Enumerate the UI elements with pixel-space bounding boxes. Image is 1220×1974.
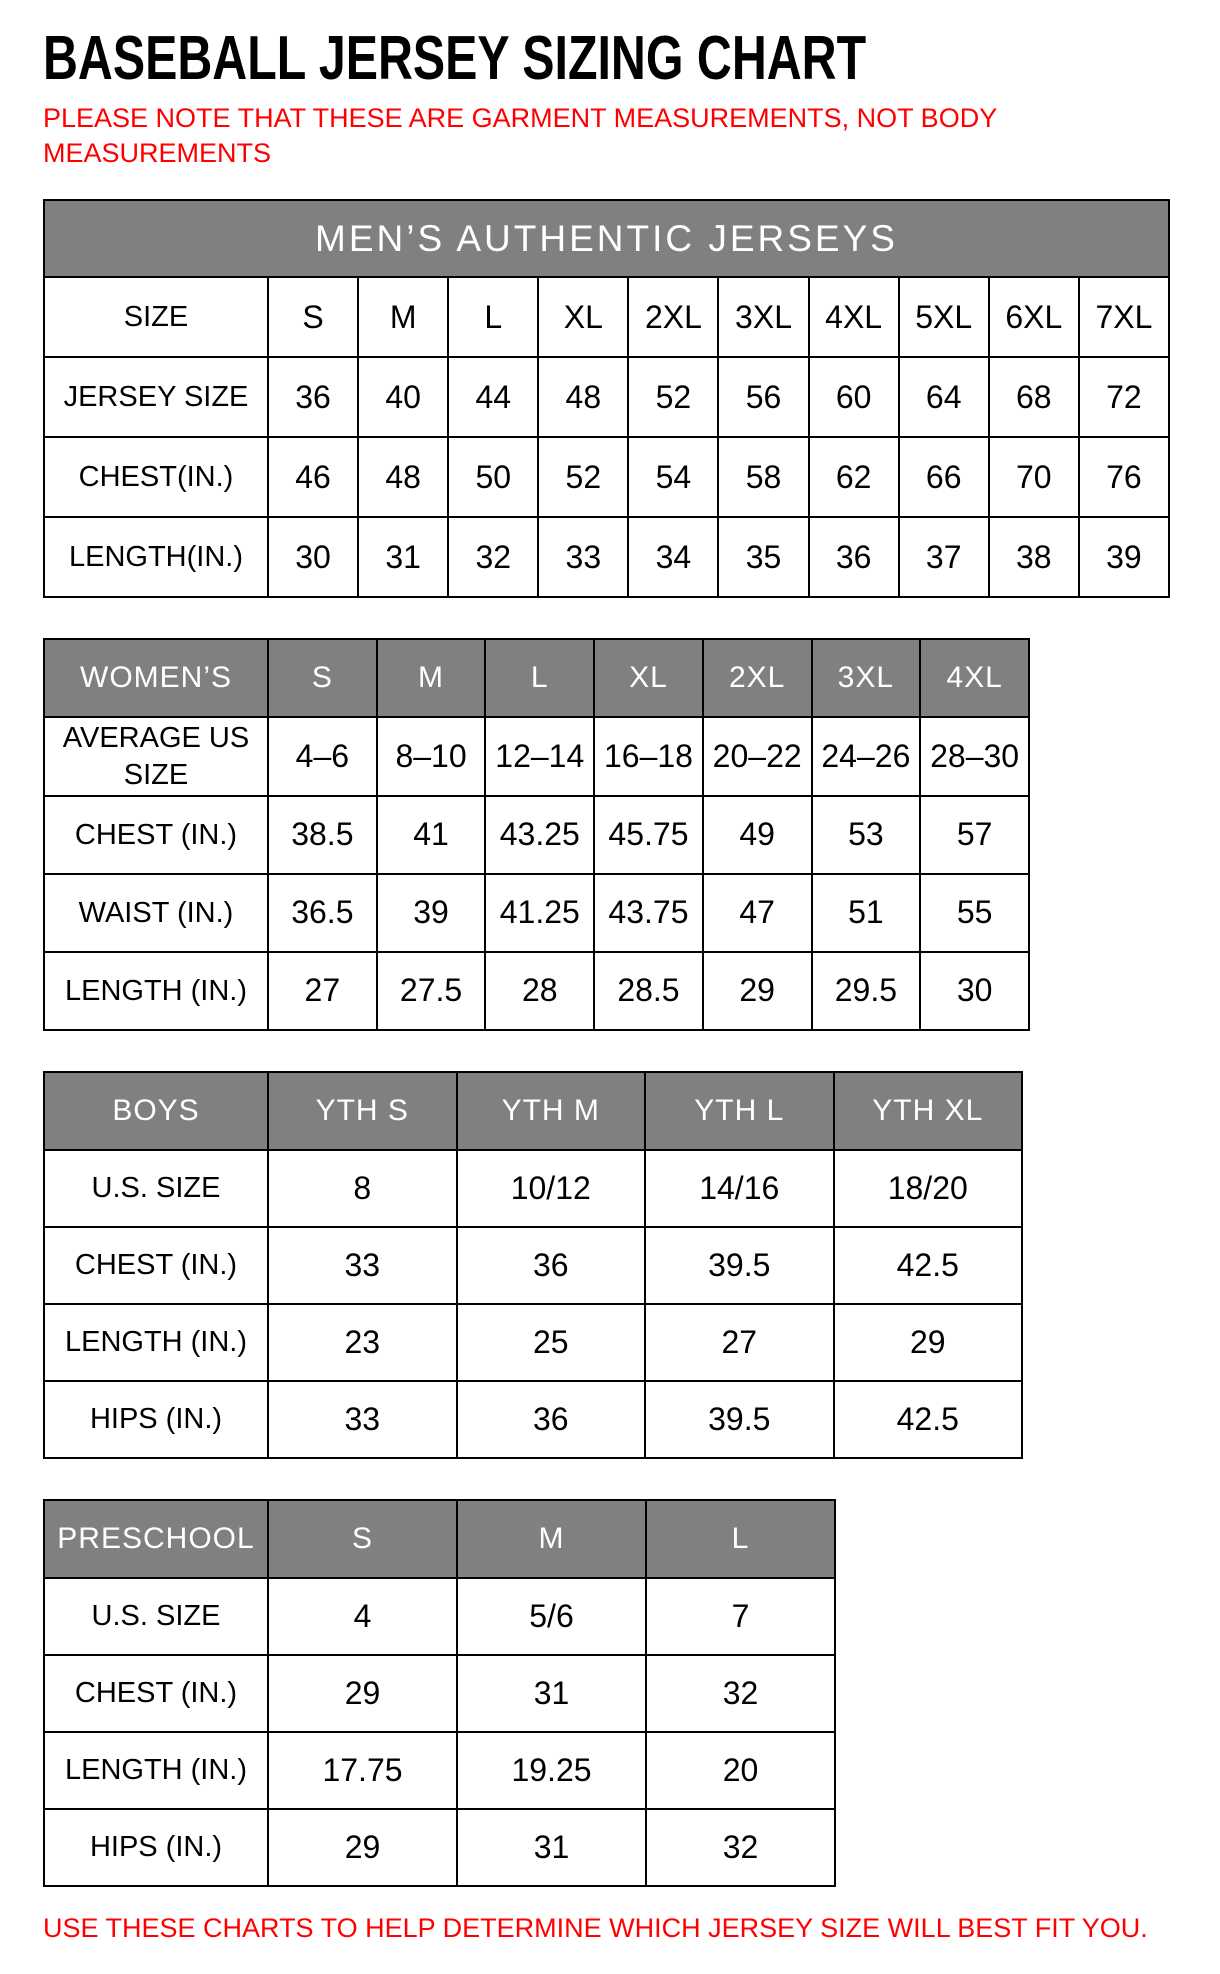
value-cell: 36.5 [268, 874, 377, 952]
row-label: HIPS (IN.) [44, 1381, 268, 1458]
boys-header-row [44, 1072, 1022, 1150]
value-cell: 10/12 [457, 1150, 646, 1227]
value-cell: 42.5 [834, 1227, 1023, 1304]
row-label: WAIST (IN.) [44, 874, 268, 952]
value-cell: 16–18 [594, 717, 703, 796]
header-cell: PRESCHOOL [44, 1500, 268, 1578]
value-cell: 54 [628, 437, 718, 517]
value-cell: 39 [1079, 517, 1169, 597]
value-cell: 33 [268, 1227, 457, 1304]
preschool-sizing-table [43, 1499, 836, 1887]
value-cell: 56 [718, 357, 808, 437]
table-row [44, 1381, 1022, 1458]
value-cell: 68 [989, 357, 1079, 437]
table-row [44, 1304, 1022, 1381]
preschool-table-body [44, 1578, 835, 1886]
value-cell: 29 [834, 1304, 1023, 1381]
header-cell: BOYS [44, 1072, 268, 1150]
value-cell: 27.5 [377, 952, 486, 1030]
value-cell: 48 [358, 437, 448, 517]
header-cell: 3XL [812, 639, 921, 717]
row-label: LENGTH (IN.) [44, 952, 268, 1030]
value-cell: S [268, 277, 358, 357]
value-cell: 58 [718, 437, 808, 517]
header-cell: L [646, 1500, 835, 1578]
value-cell: 31 [457, 1809, 646, 1886]
value-cell: 20 [646, 1732, 835, 1809]
value-cell: 33 [538, 517, 628, 597]
value-cell: 37 [899, 517, 989, 597]
value-cell: 38 [989, 517, 1079, 597]
value-cell: 39.5 [645, 1227, 834, 1304]
value-cell: 39 [377, 874, 486, 952]
header-cell: M [457, 1500, 646, 1578]
row-label: CHEST(IN.) [44, 437, 268, 517]
table-row [44, 717, 1029, 796]
value-cell: 32 [646, 1809, 835, 1886]
value-cell: 12–14 [485, 717, 594, 796]
value-cell: 28.5 [594, 952, 703, 1030]
value-cell: 40 [358, 357, 448, 437]
value-cell: 72 [1079, 357, 1169, 437]
value-cell: 3XL [718, 277, 808, 357]
value-cell: 23 [268, 1304, 457, 1381]
value-cell: 5/6 [457, 1578, 646, 1655]
value-cell: 43.75 [594, 874, 703, 952]
preschool-table-head [44, 1500, 835, 1578]
value-cell: 35 [718, 517, 808, 597]
value-cell: 27 [268, 952, 377, 1030]
value-cell: 4 [268, 1578, 457, 1655]
value-cell: 29 [268, 1655, 457, 1732]
value-cell: 5XL [899, 277, 989, 357]
value-cell: 33 [268, 1381, 457, 1458]
value-cell: 31 [457, 1655, 646, 1732]
row-label: LENGTH (IN.) [44, 1732, 268, 1809]
table-row [44, 1809, 835, 1886]
value-cell: 29.5 [812, 952, 921, 1030]
value-cell: 46 [268, 437, 358, 517]
value-cell: 53 [812, 796, 921, 874]
value-cell: 17.75 [268, 1732, 457, 1809]
value-cell: 55 [920, 874, 1029, 952]
value-cell: L [448, 277, 538, 357]
table-row [44, 1227, 1022, 1304]
header-cell: S [268, 639, 377, 717]
womens-table-head [44, 639, 1029, 717]
value-cell: 27 [645, 1304, 834, 1381]
header-cell: YTH S [268, 1072, 457, 1150]
row-label: LENGTH(IN.) [44, 517, 268, 597]
value-cell: 32 [448, 517, 538, 597]
value-cell: 66 [899, 437, 989, 517]
value-cell: 38.5 [268, 796, 377, 874]
value-cell: 36 [457, 1381, 646, 1458]
value-cell: 14/16 [645, 1150, 834, 1227]
table-row [44, 357, 1169, 437]
value-cell: 49 [703, 796, 812, 874]
row-label: CHEST (IN.) [44, 1227, 268, 1304]
value-cell: 30 [920, 952, 1029, 1030]
header-cell: YTH XL [834, 1072, 1023, 1150]
header-cell: S [268, 1500, 457, 1578]
row-label: SIZE [44, 277, 268, 357]
header-cell: YTH M [457, 1072, 646, 1150]
table-row [44, 952, 1029, 1030]
header-cell: XL [594, 639, 703, 717]
preschool-header-row [44, 1500, 835, 1578]
value-cell: 44 [448, 357, 538, 437]
header-cell: WOMEN’S [44, 639, 268, 717]
value-cell: 51 [812, 874, 921, 952]
value-cell: M [358, 277, 448, 357]
garment-measurements-note: PLEASE NOTE THAT THESE ARE GARMENT MEASUREMENTS, NOT BODY MEASUREMENTS [43, 103, 997, 169]
value-cell: 64 [899, 357, 989, 437]
mens-table-head [44, 200, 1169, 277]
row-label: CHEST (IN.) [44, 1655, 268, 1732]
mens-sizing-table [43, 199, 1170, 598]
header-cell: YTH L [645, 1072, 834, 1150]
value-cell: 50 [448, 437, 538, 517]
row-label: AVERAGE US SIZE [44, 717, 268, 796]
header-cell: L [485, 639, 594, 717]
value-cell: 25 [457, 1304, 646, 1381]
value-cell: 8 [268, 1150, 457, 1227]
value-cell: 29 [268, 1809, 457, 1886]
value-cell: 32 [646, 1655, 835, 1732]
value-cell: 43.25 [485, 796, 594, 874]
value-cell: 52 [628, 357, 718, 437]
table-row [44, 1150, 1022, 1227]
table-row [44, 517, 1169, 597]
value-cell: 34 [628, 517, 718, 597]
value-cell: 41 [377, 796, 486, 874]
value-cell: 28–30 [920, 717, 1029, 796]
value-cell: 52 [538, 437, 628, 517]
row-label: U.S. SIZE [44, 1150, 268, 1227]
boys-sizing-table [43, 1071, 1023, 1459]
value-cell: 30 [268, 517, 358, 597]
fit-advice-footer: USE THESE CHARTS TO HELP DETERMINE WHICH JERSEY SIZE WILL BEST FIT YOU. [43, 1912, 1148, 1943]
womens-table-body [44, 717, 1029, 1030]
table-row [44, 437, 1169, 517]
table-row [44, 796, 1029, 874]
womens-header-row [44, 639, 1029, 717]
value-cell: 36 [809, 517, 899, 597]
value-cell: 28 [485, 952, 594, 1030]
value-cell: XL [538, 277, 628, 357]
value-cell: 7 [646, 1578, 835, 1655]
value-cell: 48 [538, 357, 628, 437]
value-cell: 6XL [989, 277, 1079, 357]
value-cell: 29 [703, 952, 812, 1030]
value-cell: 70 [989, 437, 1079, 517]
value-cell: 7XL [1079, 277, 1169, 357]
value-cell: 39.5 [645, 1381, 834, 1458]
value-cell: 62 [809, 437, 899, 517]
row-label: U.S. SIZE [44, 1578, 268, 1655]
header-cell: M [377, 639, 486, 717]
value-cell: 24–26 [812, 717, 921, 796]
value-cell: 47 [703, 874, 812, 952]
boys-table-head [44, 1072, 1022, 1150]
value-cell: 42.5 [834, 1381, 1023, 1458]
value-cell: 76 [1079, 437, 1169, 517]
row-label: HIPS (IN.) [44, 1809, 268, 1886]
table-row [44, 874, 1029, 952]
value-cell: 36 [268, 357, 358, 437]
value-cell: 60 [809, 357, 899, 437]
value-cell: 19.25 [457, 1732, 646, 1809]
value-cell: 45.75 [594, 796, 703, 874]
header-cell: 4XL [920, 639, 1029, 717]
table-row [44, 1578, 835, 1655]
value-cell: 36 [457, 1227, 646, 1304]
value-cell: 20–22 [703, 717, 812, 796]
value-cell: 31 [358, 517, 448, 597]
table-row [44, 1732, 835, 1809]
value-cell: 4XL [809, 277, 899, 357]
boys-table-body [44, 1150, 1022, 1458]
value-cell: 8–10 [377, 717, 486, 796]
value-cell: 2XL [628, 277, 718, 357]
row-label: JERSEY SIZE [44, 357, 268, 437]
header-cell: 2XL [703, 639, 812, 717]
value-cell: 4–6 [268, 717, 377, 796]
row-label: LENGTH (IN.) [44, 1304, 268, 1381]
value-cell: 57 [920, 796, 1029, 874]
value-cell: 18/20 [834, 1150, 1023, 1227]
mens-banner: MEN’S AUTHENTIC JERSEYS [44, 200, 1169, 277]
table-row [44, 277, 1169, 357]
womens-sizing-table [43, 638, 1030, 1031]
page-title [43, 26, 1190, 91]
value-cell: 41.25 [485, 874, 594, 952]
row-label: CHEST (IN.) [44, 796, 268, 874]
mens-banner-row [44, 200, 1169, 277]
page-title-text: BASEBALL JERSEY SIZING CHART [43, 24, 867, 93]
mens-table-body [44, 277, 1169, 597]
table-row [44, 1655, 835, 1732]
